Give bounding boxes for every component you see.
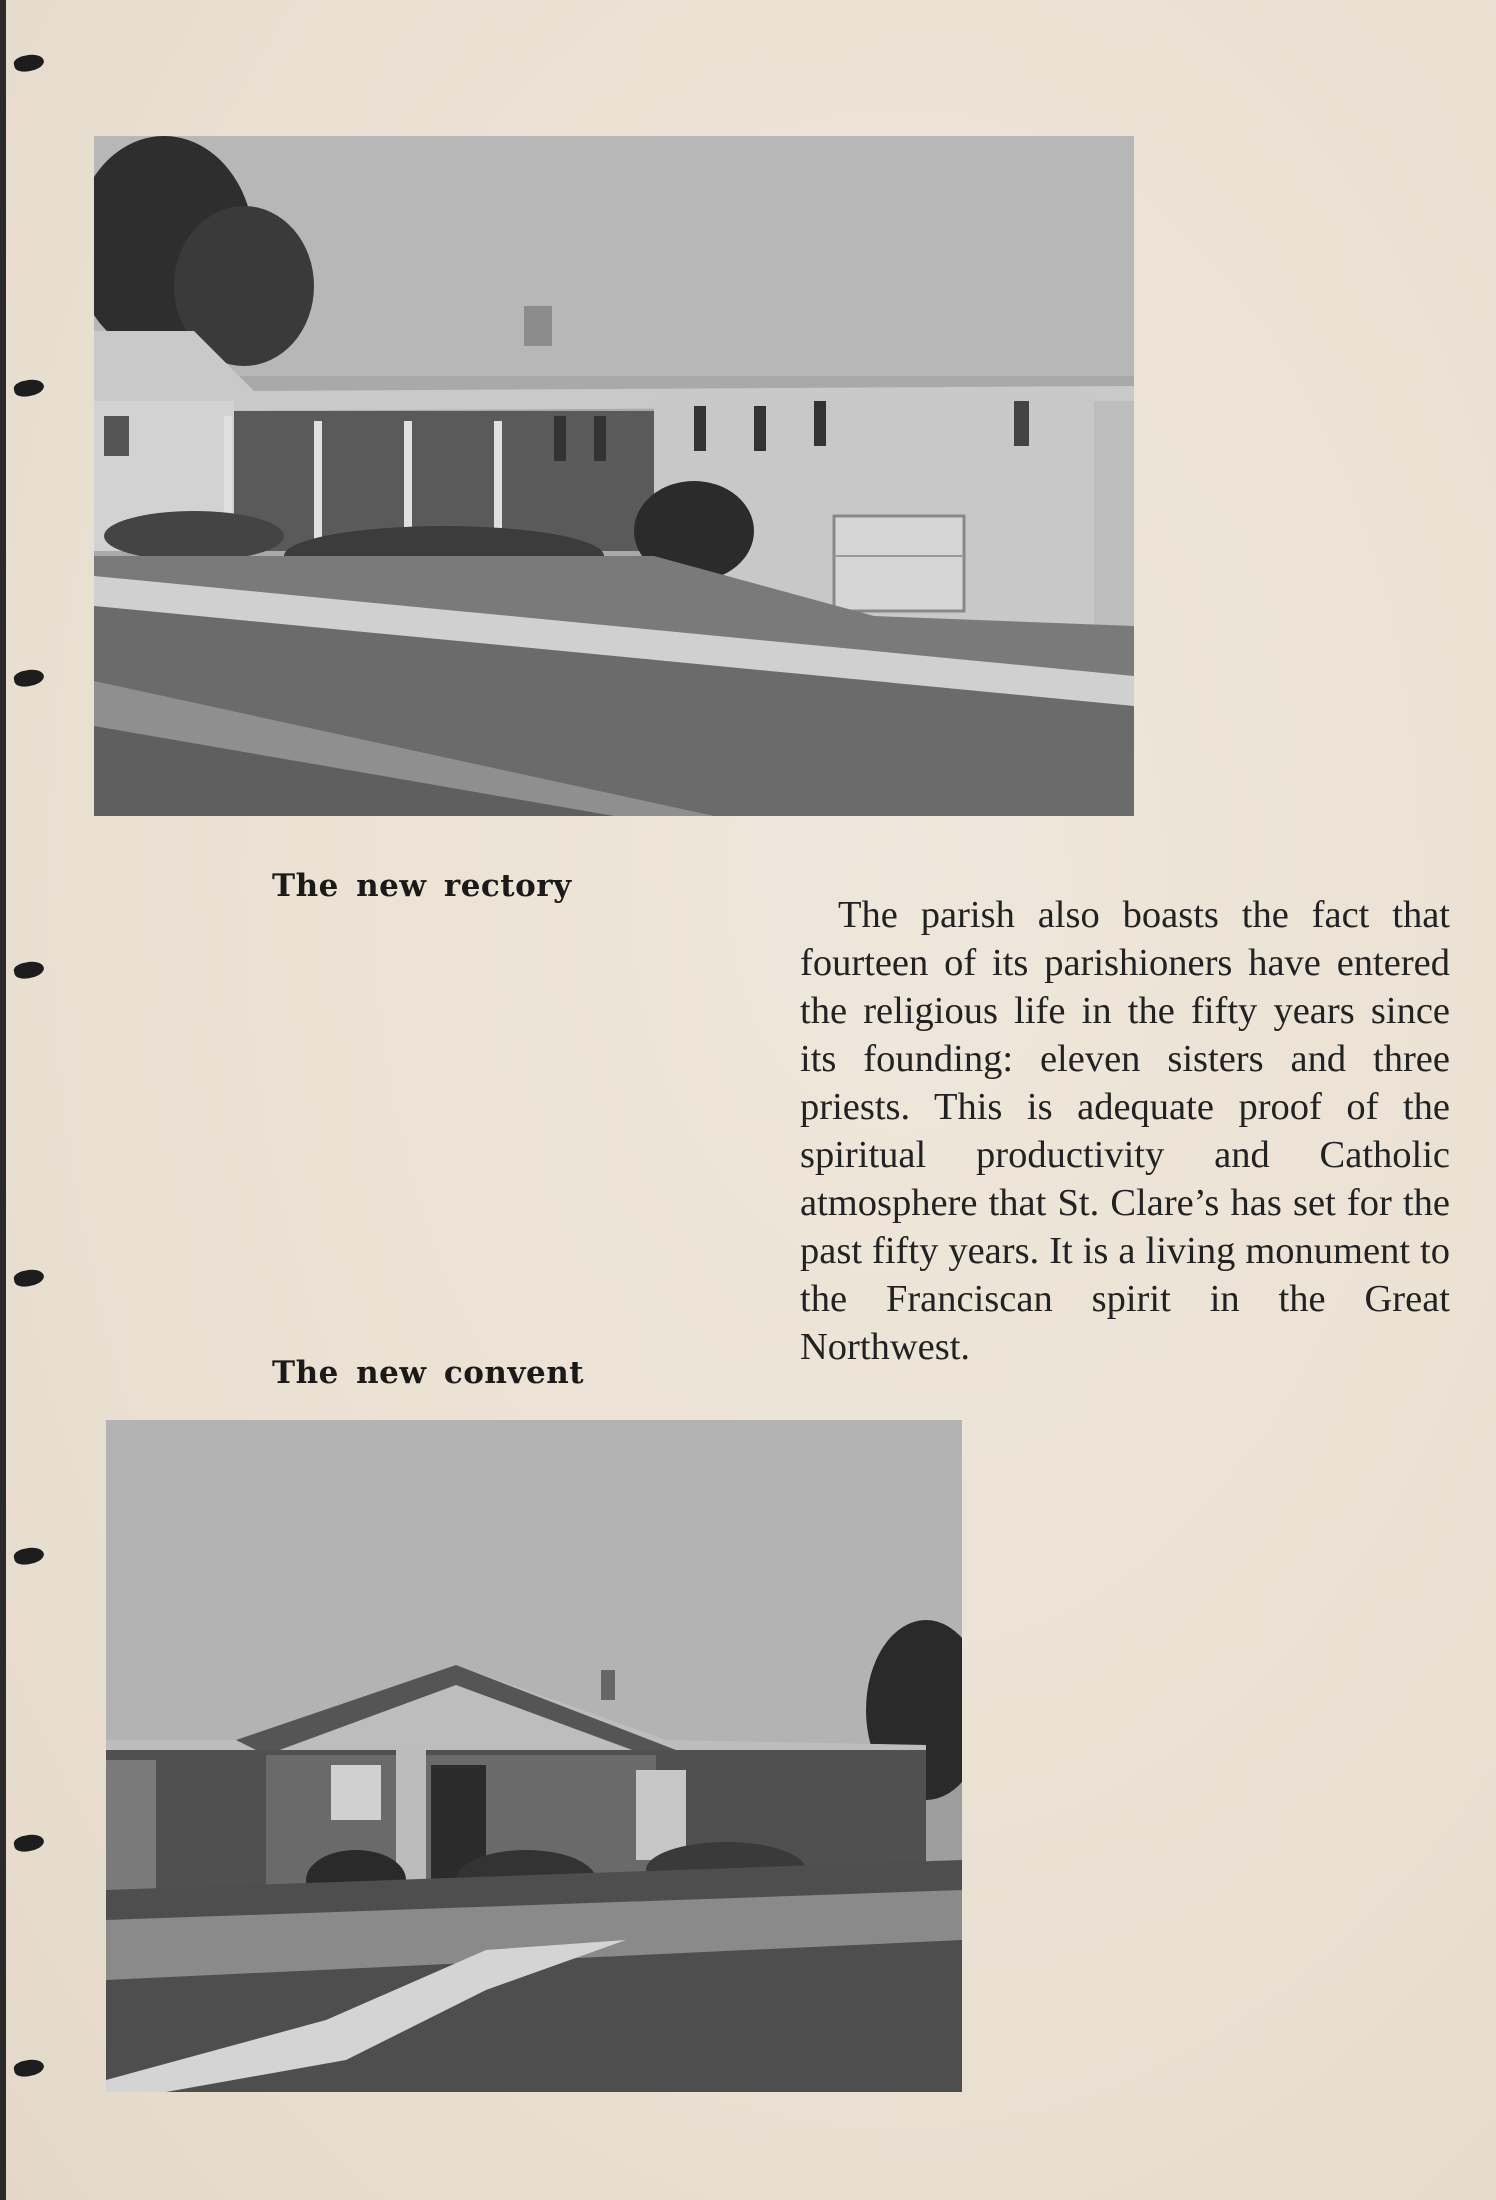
rectory-photo (94, 136, 1134, 816)
convent-caption: The new convent (272, 1355, 585, 1391)
binding-hole (13, 959, 46, 981)
convent-photo (106, 1420, 962, 2092)
binding-hole (13, 52, 46, 74)
binding-hole (13, 667, 46, 689)
binding-hole (13, 2057, 46, 2079)
binding-edge (0, 0, 6, 2200)
parish-paragraph: The parish also boasts the fact that fourteen of its parishioners have entered the religious life in the fifty years since its founding: eleven sisters and three priests. This is adequate proof of the spiritual productivity and Catholic atmosphere that St. Clare’s has set for the past fifty years. It is a living monument to the Franciscan spirit in the Great Northwest. (800, 893, 1450, 1368)
binding-hole (13, 1545, 46, 1567)
binding-hole (13, 1832, 46, 1854)
binding-hole (13, 1267, 46, 1289)
rectory-caption: The new rectory (272, 868, 572, 904)
binding-hole (13, 377, 46, 399)
